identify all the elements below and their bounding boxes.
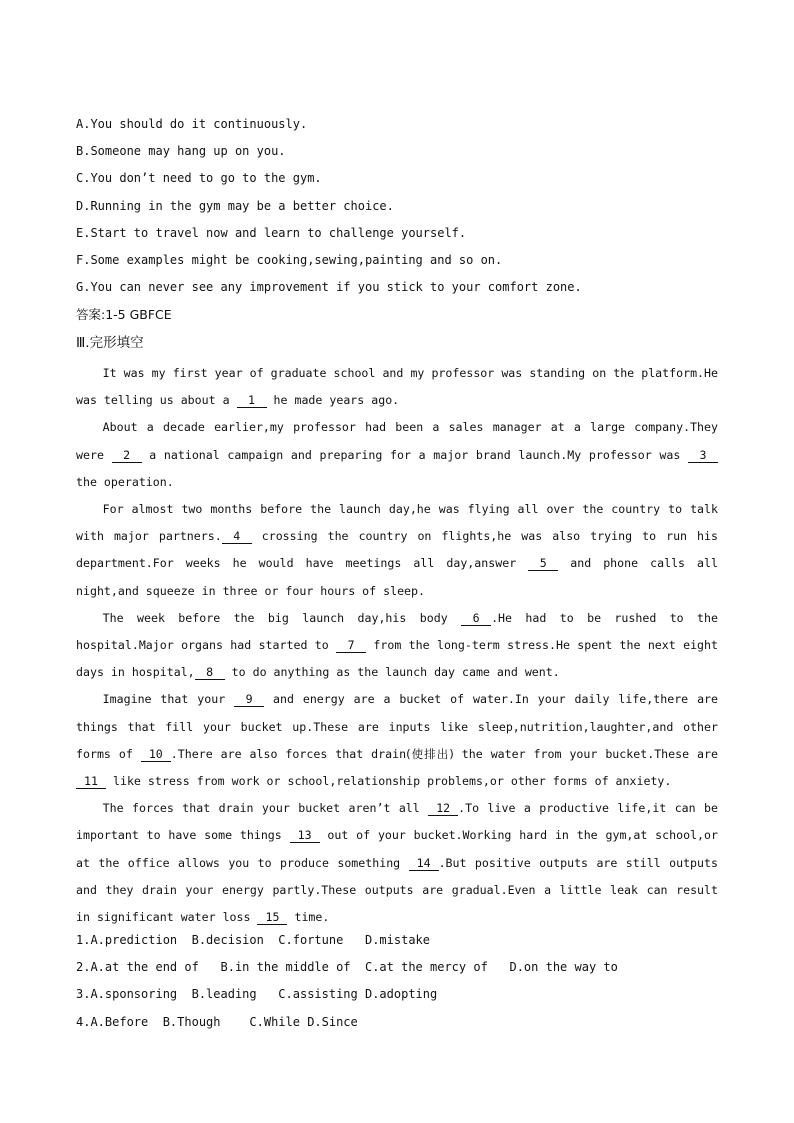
paragraph-3 [76,496,718,605]
text-run: The week before the big launch day,his body [102,610,462,625]
option-b: B.Someone may hang up on you. [76,144,286,159]
text-run: the water from your bucket.These are [453,746,718,761]
text-run: About a decade earlier,my professor had been a sales manager at a large company.They were [76,420,718,462]
blank-8: 8 [195,666,225,680]
paragraph-5 [76,686,718,795]
option-f: F.Some examples might be cooking,sewing,painting and so on. [76,252,503,267]
blank-7: 7 [336,639,366,653]
option-d: D.Running in the gym may be a better choice. [76,198,394,213]
blank-11: 11 [76,775,106,789]
blank-2: 2 [112,449,142,463]
blank-9: 9 [234,693,264,707]
question-2: 2.A.at the end of B.in the middle of C.at the mercy of D.on the way to [76,960,618,975]
text-run: time. [287,910,330,925]
blank-6: 6 [461,612,491,626]
text-run: crossing the country on flights,he was also trying to run his department.For weeks he would have meetings all day,answer [76,529,718,571]
option-a: A.You should do it continuously. [76,117,308,131]
text-run: and phone calls all night,and squeeze in three or four hours of sleep. [76,556,718,598]
text-run: .There are also forces that drain [170,746,407,761]
text-run: a national campaign and preparing for a major brand launch.My professor was [141,447,688,462]
paragraph-6 [76,795,718,931]
text-run: like stress from work or school,relationship problems,or other forms of anxiety. [106,774,672,789]
question-3: 3.A.sponsoring B.leading C.assisting D.adopting [76,987,438,1002]
option-c: C.You don’t need to go to the gym. [76,171,322,186]
text-run: and energy are a bucket of water.In your daily life,there are things that fill your bucket up.These are inputs like sleep,nutrition,laughter,and other forms of [76,692,719,761]
blank-5: 5 [528,557,558,571]
text-run: It was my first year of graduate school and my professor was standing on the platform.He was telling us about a [76,366,718,408]
question-4: 4.A.Before B.Though C.While D.Since [76,1014,358,1029]
section-title: Ⅲ.完形填空 [76,335,144,351]
option-e: E.Start to travel now and learn to challenge yourself. [76,225,467,240]
blank-1: 1 [237,394,267,408]
text-run: out of your bucket.Working hard in the gym,at school,or at the office allows you to produce something [76,828,718,870]
text-run: the operation. [76,474,174,489]
blank-14: 14 [409,857,439,871]
blank-13: 13 [290,829,320,843]
paragraph-4 [76,605,718,687]
question-list [76,932,726,1041]
gloss-note: (使排出) [406,746,454,761]
option-g: G.You can never see any improvement if you stick to your comfort zone. [76,280,582,295]
answer-options-list [76,116,726,306]
text-run: For almost two months before the launch day,he was flying all over the country to talk with major partners. [76,502,718,544]
text-run: .But positive outputs are still outputs and they drain your energy partly.These outputs are gradual.Even a little leak can result in significant water loss [76,855,718,925]
cloze-passage [76,360,718,931]
text-run: from the long-term stress.He spent the next eight days in hospital, [76,638,718,680]
text-run: .To live a productive life,it can be important to have some things [76,801,718,843]
answer-key: 答案:1-5 GBFCE [76,307,172,322]
blank-3: 3 [688,449,718,463]
question-1: 1.A.prediction B.decision C.fortune D.mistake [76,933,431,947]
text-run: to do anything as the launch day came and went. [224,665,560,680]
text-run: he made years ago. [266,393,400,408]
text-run: The forces that drain your bucket aren’t all [102,801,429,816]
text-run: .He had to be rushed to the hospital.Major organs had started to [76,610,718,653]
text-run: Imagine that your [102,692,235,707]
blank-4: 4 [222,530,252,544]
paragraph-2 [76,414,718,496]
blank-12: 12 [428,802,458,816]
paragraph-1 [76,360,718,414]
blank-10: 10 [141,748,171,762]
blank-15: 15 [257,911,287,925]
